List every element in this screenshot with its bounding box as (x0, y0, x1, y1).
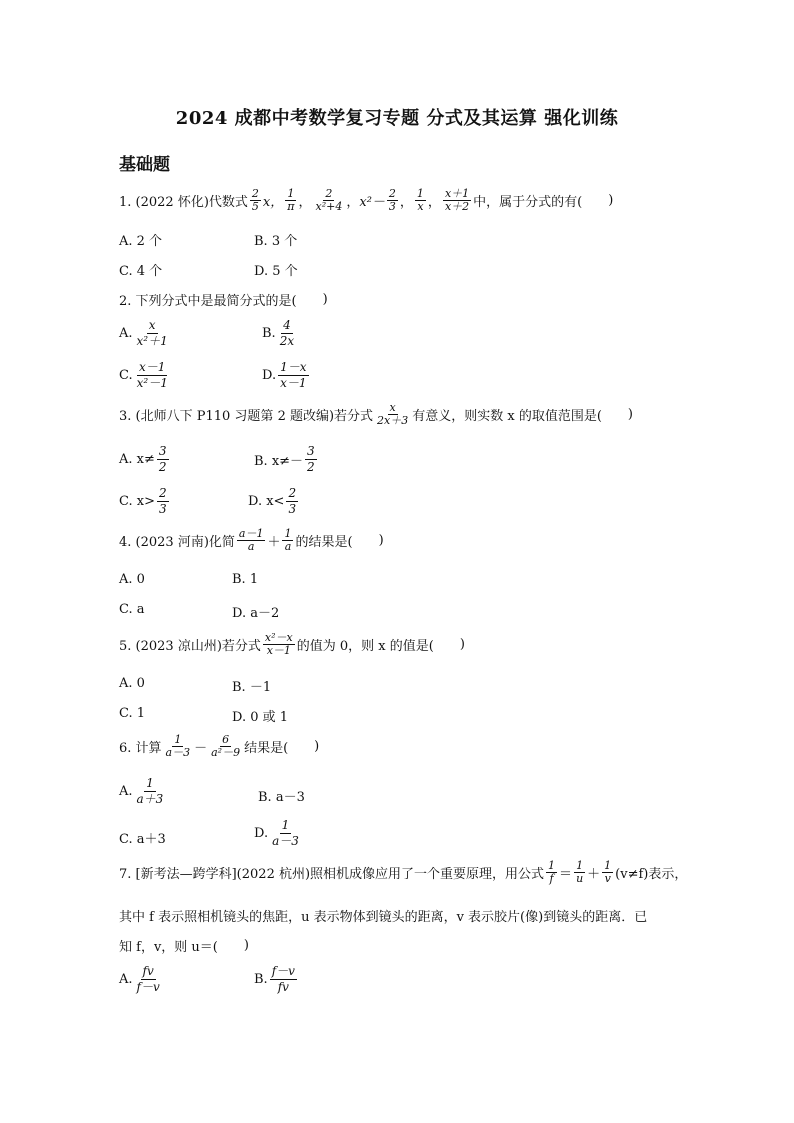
fraction: $\frac{1}{a-3}$ (165, 733, 191, 759)
fraction: $\frac{1}{u}$ (576, 859, 584, 885)
page-title: 2024 成都中考数学复习专题 分式及其运算 强化训练 (175, 108, 619, 129)
fraction: $\frac{x}{2x+3}$ (377, 401, 409, 427)
q2-option-c: C. $\frac{x-1}{\text{x²－1}}$ (119, 360, 168, 390)
fraction: $\frac{2}{3}$ (158, 486, 167, 516)
q3-option-c: C. x> $\frac{2}{3}$ (119, 486, 167, 516)
q4-option-c: C. a (119, 602, 145, 617)
q6-option-a: A. $\frac{1}{a+3}$ (119, 776, 164, 806)
question-4: 4. (2023 河南)化简 $\frac{a-1}{a}$ ＋ $\frac{1}{a}$ 的结果是( ) (119, 527, 384, 553)
fraction: $\frac{3}{2}$ (158, 444, 167, 474)
fraction: $\frac{2}{5}$ (251, 187, 259, 213)
question-6: 6. 计算 $\frac{1}{a-3}$ － $\frac{6}{\text{a²－9}}$ 结果是( ) (119, 733, 320, 759)
fraction: $\frac{6}{\text{a²－9}}$ (211, 733, 241, 759)
fraction: $\frac{1-x}{x-1}$ (280, 360, 307, 390)
q1-option-b: B. 3 个 (254, 234, 298, 249)
fraction: $\frac{x}{\text{x²＋1}}$ (136, 318, 168, 348)
question-7-line-2: 其中 f 表示照相机镜头的焦距，u 表示物体到镜头的距离，v 表示胶片(像)到镜头的距离．已 (119, 910, 648, 925)
q5-option-d: D. 0 或 1 (232, 710, 289, 725)
q5-option-b: B. －1 (232, 680, 272, 695)
question-2: 2. 下列分式中是最简分式的是( ) (119, 292, 328, 309)
q7-option-a: A. $\frac{fv}{f-v}$ (119, 964, 160, 994)
q2-option-b: B. $\frac{4}{2x}$ (262, 318, 295, 348)
fraction: $\frac{1}{v}$ (604, 859, 612, 885)
fraction: $\frac{1}{f}$ (548, 859, 556, 885)
question-7-line-3: 知 f，v，则 u＝( ) (119, 938, 249, 955)
fraction: $\frac{2}{\text{x²+4}}$ (315, 187, 343, 213)
fraction: $\frac{fv}{f-v}$ (136, 964, 160, 994)
fraction: $\frac{4}{2x}$ (279, 318, 295, 348)
q6-option-b: B. a－3 (258, 790, 305, 805)
q3-option-d: D. x< $\frac{2}{3}$ (248, 486, 297, 516)
fraction: $\frac{1}{x}$ (416, 187, 424, 213)
q3-option-a: A. x≠ $\frac{3}{2}$ (119, 444, 167, 474)
q3-option-b: B. x≠－ $\frac{3}{2}$ (254, 444, 315, 474)
q2-option-a: A. $\frac{x}{\text{x²＋1}}$ (119, 318, 168, 348)
q1-option-d: D. 5 个 (254, 264, 298, 279)
fraction: $\frac{2}{3}$ (388, 187, 396, 213)
fraction: $\frac{1}{\pi}$ (287, 187, 295, 213)
question-7: 7. [新考法—跨学科](2022 杭州)照相机成像应用了一个重要原理，用公式 $\frac{1}{f}$ ＝ $\frac{1}{u}$ ＋ $\frac{1}{v}$ (v≠f)表示， (119, 859, 688, 885)
q4-option-b: B. 1 (232, 572, 259, 587)
q2-option-d: D. $\frac{1-x}{x-1}$ (262, 360, 307, 390)
q4-option-a: A. 0 (119, 572, 145, 587)
q6-option-d: D. $\frac{1}{a-3}$ (254, 818, 299, 848)
q5-option-c: C. 1 (119, 706, 146, 721)
q1-option-a: A. 2 个 (119, 234, 163, 249)
fraction: $\frac{3}{2}$ (307, 444, 315, 474)
fraction: $\frac{f-v}{fv}$ (271, 964, 295, 994)
q6-option-c: C. a＋3 (119, 832, 166, 847)
fraction: $\frac{\text{x²－x}}{x-1}$ (264, 631, 293, 657)
question-3: 3. (北师八下 P110 习题第 2 题改编)若分式 $\frac{x}{2x+3}$ 有意义，则实数 x 的取值范围是( ) (119, 401, 633, 427)
fraction: $\frac{1}{a+3}$ (136, 776, 164, 806)
q5-option-a: A. 0 (119, 676, 145, 691)
fraction: $\frac{1}{a-3}$ (272, 818, 299, 848)
fraction: $\frac{x-1}{\text{x²－1}}$ (136, 360, 168, 390)
question-5: 5. (2023 凉山州)若分式 $\frac{\text{x²－x}}{x-1}$ 的值为 0，则 x 的值是( ) (119, 631, 465, 657)
question-1: 1. (2022 怀化)代数式 $\frac{2}{5}$ x， $\frac{1}{\pi}$ ， $\frac{2}{\text{x²+4}}$ ， x²－ $\frac{2}{3}$ ， $\frac{1}{x}$ ， $\frac{x+1}{x+2}$ 中，属于分式的有( ) (119, 187, 614, 213)
q7-option-b: B. $\frac{f-v}{fv}$ (254, 964, 295, 994)
fraction: $\frac{a-1}{a}$ (238, 527, 264, 553)
q4-option-d: D. a－2 (232, 606, 280, 621)
fraction: $\frac{x+1}{x+2}$ (444, 187, 470, 213)
fraction: $\frac{2}{3}$ (288, 486, 297, 516)
q1-option-c: C. 4 个 (119, 264, 163, 279)
question-1-prefix: 1. (2022 怀化)代数式 (119, 195, 248, 210)
fraction: $\frac{1}{a}$ (284, 527, 292, 553)
section-heading: 基础题 (119, 155, 170, 175)
